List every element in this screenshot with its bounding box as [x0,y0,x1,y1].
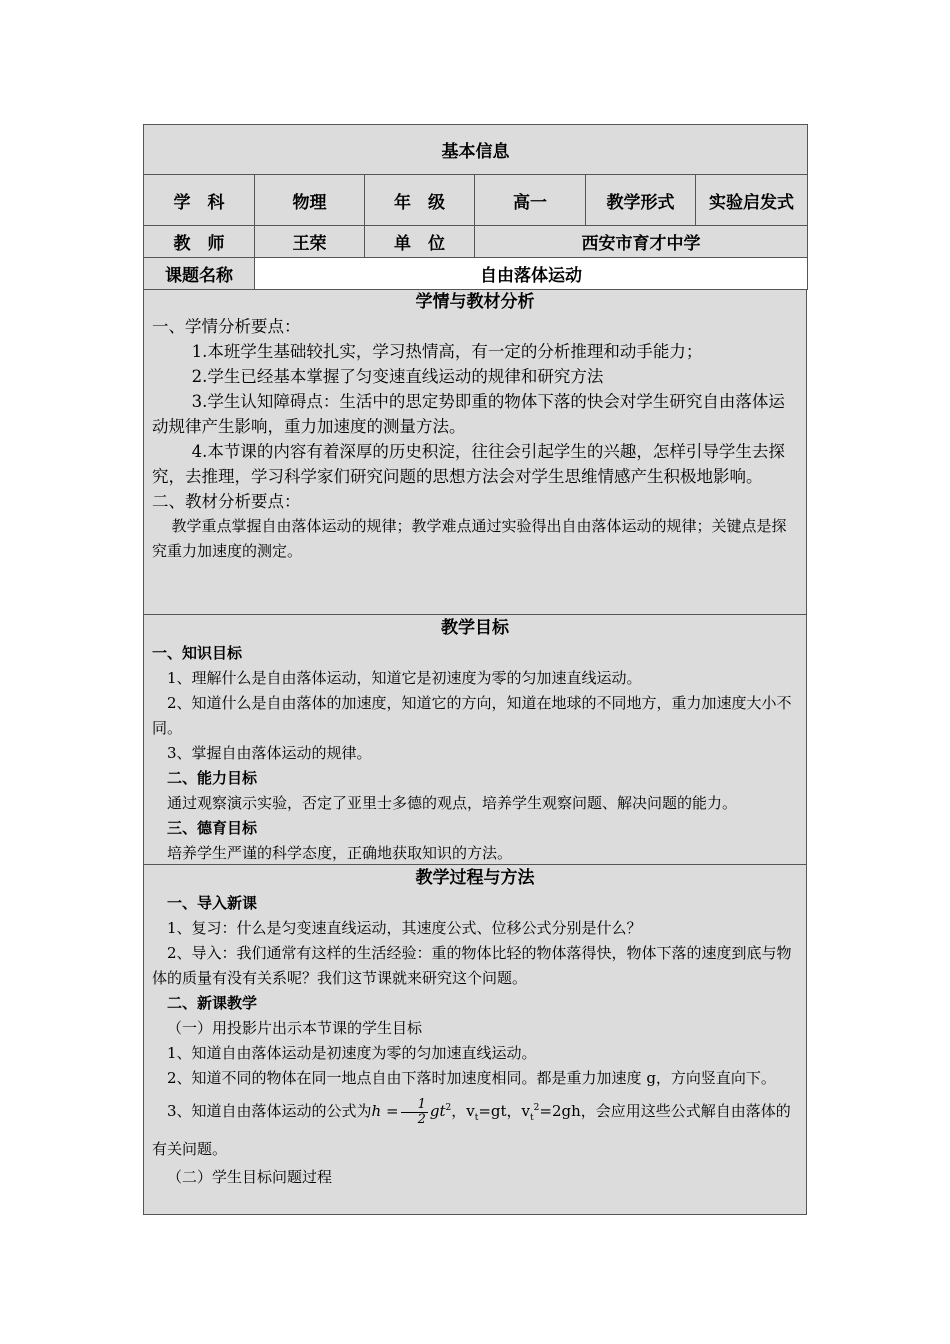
formula-gt: gt [429,1102,446,1120]
formula-denominator: 2 [417,1111,426,1127]
formula-h: h [371,1102,382,1120]
process-heading-intro: 一、导入新课 [167,894,258,912]
basic-info-table [143,124,808,290]
subscript-t-1: t [474,1113,479,1123]
topic-label: 课题名称 [144,258,255,290]
goals-heading-ability: 二、能力目标 [167,769,258,787]
goals-heading-knowledge: 一、知识目标 [152,644,243,662]
goal-knowledge-1: 1、理解什么是自由落体运动，知道它是初速度为零的匀加速直线运动。 [167,669,642,687]
goals-heading-moral: 三、德育目标 [167,819,258,837]
basic-info-title: 基本信息 [144,125,808,175]
goals-title: 教学目标 [441,618,509,638]
goal-3-mid-1: ，v [451,1102,475,1120]
analysis-text-2: 教学重点掌握自由落体运动的规律；教学难点通过实验得出自由落体运动的规律；关键点是探究重力加速度的测定。 [152,517,787,560]
form-label: 教学形式 [586,175,696,226]
unit-label: 单 位 [365,226,475,258]
analysis-heading-1: 一、学情分析要点： [152,317,301,336]
analysis-item-4: 4.本节课的内容有着深厚的历史积淀，往往会引起学生的兴趣，怎样引导学生去探究，去推理，学习科学家们研究问题的思想方法会对学生思维情感产生积极地影响。 [152,442,785,486]
process-goal-1: 1、知道自由落体运动是初速度为零的匀加速直线运动。 [167,1044,537,1062]
analysis-title: 学情与教材分析 [415,292,535,312]
superscript-2: 2 [533,1103,540,1113]
goal-ability-1: 通过观察演示实验，否定了亚里士多德的观点，培养学生观察问题、解决问题的能力。 [167,794,738,812]
process-goal-3 [152,1093,798,1165]
goal-moral-1: 培养学生严谨的科学态度，正确地获取知识的方法。 [167,844,513,862]
grade-label: 年 级 [365,175,475,226]
process-introduction: 2、导入：我们通常有这样的生活经验：重的物体比轻的物体落得快，物体下落的速度到底与物体的质量有没有关系呢？我们这节课就来研究这个问题。 [152,944,792,987]
process-review: 1、复习：什么是匀变速直线运动，其速度公式、位移公式分别是什么？ [167,919,642,937]
process-step-1: （一）用投影片出示本节课的学生目标 [167,1019,423,1037]
subject-value: 物理 [255,175,365,226]
formula-equals: = [386,1102,399,1120]
process-section [143,865,807,1215]
teacher-value: 王荣 [255,226,365,258]
formula-numerator: 1 [401,1098,428,1113]
analysis-item-3: 3.学生认知障碍点：生活中的思定势即重的物体下落的快会对学生研究自由落体运动规律产生影响，重力加速度的测量方法。 [152,392,785,436]
process-step-2: （二）学生目标问题过程 [167,1168,333,1186]
grade-value: 高一 [475,175,586,226]
goal-3-mid-2: =gt，v [478,1102,531,1120]
process-heading-new: 二、新课教学 [167,994,258,1012]
formula-fraction [401,1098,428,1127]
analysis-heading-2: 二、教材分析要点： [152,492,301,511]
process-goal-2: 2、知道不同的物体在同一地点自由下落时加速度相同。都是重力加速度 g，方向竖直向下。 [167,1069,776,1087]
topic-value: 自由落体运动 [255,258,808,290]
analysis-item-2: 2.学生已经基本掌握了匀变速直线运动的规律和研究方法 [191,367,604,386]
analysis-section [143,290,807,615]
goal-knowledge-3: 3、掌握自由落体运动的规律。 [167,744,372,762]
teacher-label: 教 师 [144,226,255,258]
subject-label: 学 科 [144,175,255,226]
formula-square: 2 [445,1103,452,1113]
analysis-item-1: 1.本班学生基础较扎实，学习热情高，有一定的分析推理和动手能力； [191,342,703,361]
lesson-plan-sheet [143,124,807,1215]
unit-value: 西安市育才中学 [475,226,808,258]
goals-section [143,615,807,865]
goal-3-prefix: 3、知道自由落体运动的公式为 [167,1102,372,1120]
form-value: 实验启发式 [696,175,808,226]
goal-knowledge-2: 2、知道什么是自由落体的加速度，知道它的方向，知道在地球的不同地方，重力加速度大小不同。 [152,694,792,737]
process-title: 教学过程与方法 [415,868,535,888]
goal-3-suffix: =2gh，会应用这些公式解自由落体的有关问题。 [152,1102,791,1158]
subscript-t-2: t [530,1113,534,1123]
